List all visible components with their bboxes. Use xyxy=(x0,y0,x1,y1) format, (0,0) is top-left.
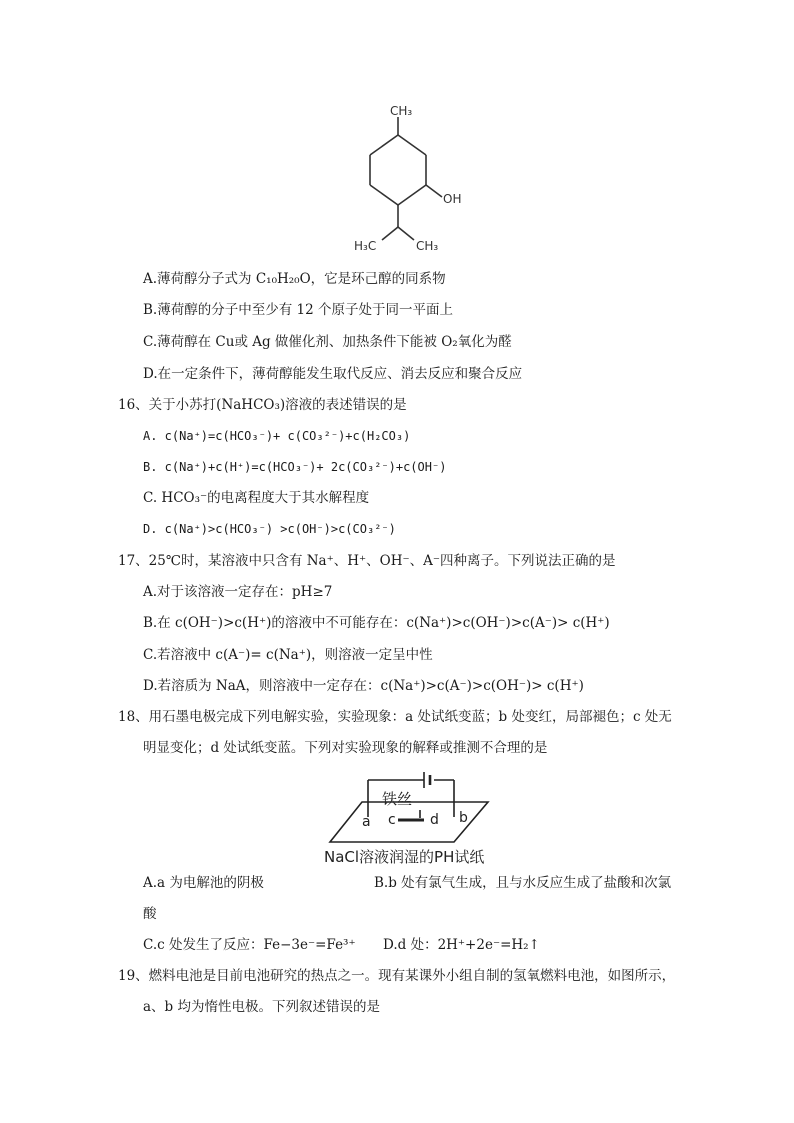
menthol-structure xyxy=(340,95,480,260)
q15-option-a: A.薄荷醇分子式为 C₁₀H₂₀O，它是环己醇的同系物 xyxy=(143,271,446,287)
q16-option-d: D. c(Na⁺)>c(HCO₃⁻) >c(OH⁻)>c(CO₃²⁻) xyxy=(143,522,396,536)
oh-label: OH xyxy=(443,192,462,206)
ch3-top-label: CH₃ xyxy=(390,104,413,118)
q18-option-a: A.a 为电解池的阴极 xyxy=(143,875,264,891)
q18-option-d: D.d 处：2H⁺+2e⁻=H₂↑ xyxy=(383,937,540,953)
q17-option-c: C.若溶液中 c(A⁻)= c(Na⁺)，则溶液一定呈中性 xyxy=(143,647,433,663)
wire-label: 铁丝 xyxy=(382,790,413,808)
q17-option-b: B.在 c(OH⁻)>c(H⁺)的溶液中不可能存在：c(Na⁺)>c(OH⁻)>c(A⁻)> c(H⁺) xyxy=(143,615,610,631)
q19-stem-line-2: a、b 均为惰性电极。下列叙述错误的是 xyxy=(143,999,380,1015)
q18-stem-line-1: 18、用石墨电极完成下列电解实验，实验现象：a 处试纸变蓝；b 处变红，局部褪色；c 处无 xyxy=(118,709,672,725)
q17-option-a: A.对于该溶液一定存在：pH≥7 xyxy=(143,584,333,600)
q17-stem: 17、25℃时，某溶液中只含有 Na⁺、H⁺、OH⁻、A⁻四种离子。下列说法正确的是 xyxy=(118,553,616,569)
q16-option-c: C. HCO₃⁻的电离程度大于其水解程度 xyxy=(143,490,370,506)
q18-option-b-line-1: B.b 处有氯气生成，且与水反应生成了盐酸和次氯 xyxy=(374,875,672,891)
label-d: d xyxy=(430,812,439,828)
q16-option-b: B. c(Na⁺)+c(H⁺)=c(HCO₃⁻)+ 2c(CO₃²⁻)+c(OH⁻) xyxy=(143,460,447,474)
q16-stem: 16、关于小苏打(NaHCO₃)溶液的表述错误的是 xyxy=(118,397,407,413)
q15-option-c: C.薄荷醇在 Cu或 Ag 做催化剂、加热条件下能被 O₂氧化为醛 xyxy=(143,334,512,350)
q18-option-b-line-2: 酸 xyxy=(143,906,157,922)
ch3-right-label: CH₃ xyxy=(416,239,439,253)
q15-option-b: B.薄荷醇的分子中至少有 12 个原子处于同一平面上 xyxy=(143,302,453,318)
q19-stem-line-1: 19、燃料电池是目前电池研究的热点之一。现有某课外小组自制的氢氧燃料电池，如图所示， xyxy=(118,968,676,984)
h3c-label: H₃C xyxy=(354,239,377,253)
q15-option-d: D.在一定条件下，薄荷醇能发生取代反应、消去反应和聚合反应 xyxy=(143,366,523,382)
q16-option-a: A. c(Na⁺)=c(HCO₃⁻)+ c(CO₃²⁻)+c(H₂CO₃) xyxy=(143,429,411,443)
figure-caption: NaCl溶液润湿的PH试纸 xyxy=(324,848,485,866)
electrolysis-figure xyxy=(320,762,510,870)
q17-option-d: D.若溶质为 NaA，则溶液中一定存在：c(Na⁺)>c(A⁻)>c(OH⁻)> c(H⁺) xyxy=(143,678,584,694)
label-c: c xyxy=(388,812,396,828)
label-a: a xyxy=(362,814,371,830)
q18-stem-line-2: 明显变化；d 处试纸变蓝。下列对实验现象的解释或推测不合理的是 xyxy=(143,740,548,756)
q18-option-c: C.c 处发生了反应：Fe−3e⁻=Fe³⁺ xyxy=(143,937,356,953)
label-b: b xyxy=(459,810,468,826)
